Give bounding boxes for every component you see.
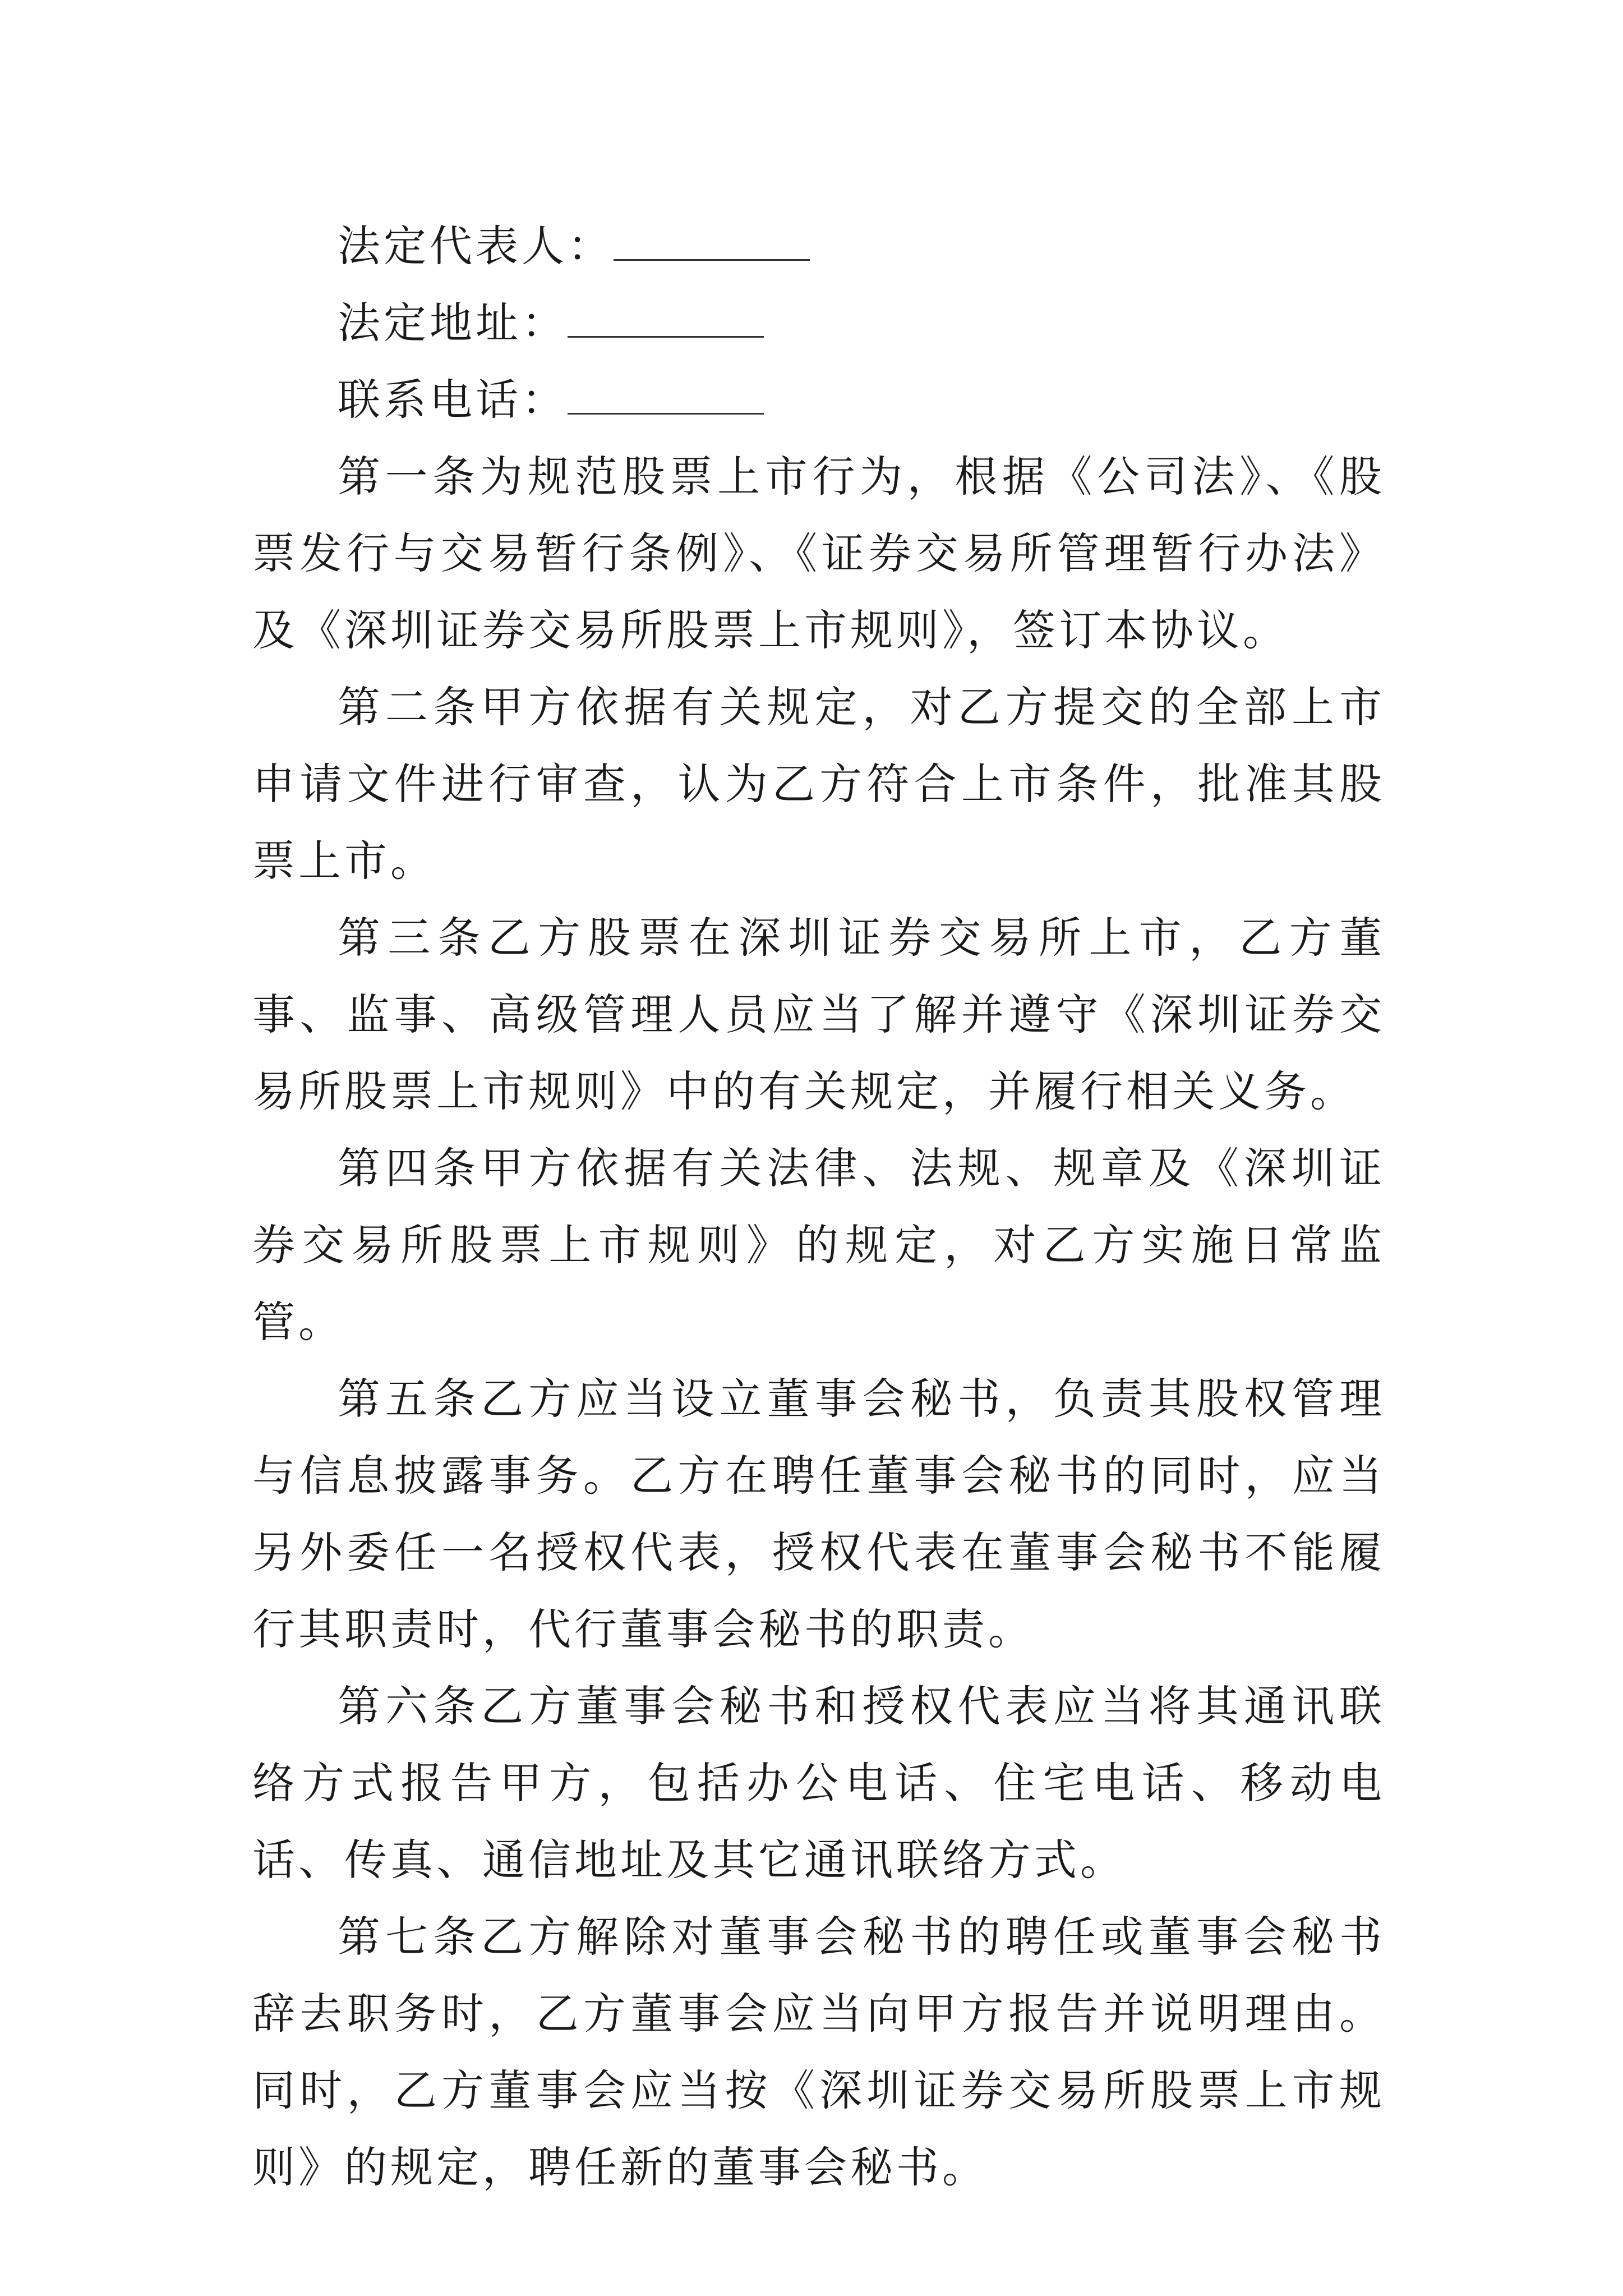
legal-representative-blank bbox=[614, 226, 810, 261]
legal-address-label: 法定地址： bbox=[338, 298, 568, 348]
article-6: 第六条乙方董事会秘书和授权代表应当将其通讯联络方式报告甲方，包括办公电话、住宅电话、移动电话、传真、通信地址及其它通讯联络方式。 bbox=[252, 1681, 1385, 1885]
article-5: 第五条乙方应当设立董事会秘书，负责其股权管理与信息披露事务。乙方在聘任董事会秘书的同时，应当另外委任一名授权代表，授权代表在董事会秘书不能履行其职责时，代行董事会秘书的职责。 bbox=[252, 1374, 1385, 1654]
legal-address-field bbox=[252, 284, 1385, 361]
legal-representative-field bbox=[252, 208, 1385, 284]
article-2: 第二条甲方依据有关规定，对乙方提交的全部上市申请文件进行审查，认为乙方符合上市条件，批准其股票上市。 bbox=[252, 682, 1385, 886]
phone-field bbox=[252, 361, 1385, 438]
legal-address-blank bbox=[568, 302, 764, 338]
phone-blank bbox=[568, 379, 764, 415]
article-7: 第七条乙方解除对董事会秘书的聘任或董事会秘书辞去职务时，乙方董事会应当向甲方报告并说明理由。同时，乙方董事会应当按《深圳证券交易所股票上市规则》的规定，聘任新的董事会秘书。 bbox=[252, 1912, 1385, 2192]
article-1: 第一条为规范股票上市行为，根据《公司法》、《股票发行与交易暂行条例》、《证券交易所管理暂行办法》及《深圳证券交易所股票上市规则》，签订本协议。 bbox=[252, 452, 1385, 655]
article-3: 第三条乙方股票在深圳证券交易所上市，乙方董事、监事、高级管理人员应当了解并遵守《深圳证券交易所股票上市规则》中的有关规定，并履行相关义务。 bbox=[252, 913, 1385, 1116]
legal-representative-label: 法定代表人： bbox=[338, 221, 614, 271]
phone-label: 联系电话： bbox=[338, 375, 568, 425]
document-body bbox=[252, 208, 1385, 2206]
article-4: 第四条甲方依据有关法律、法规、规章及《深圳证券交易所股票上市规则》的规定，对乙方实施日常监管。 bbox=[252, 1143, 1385, 1347]
